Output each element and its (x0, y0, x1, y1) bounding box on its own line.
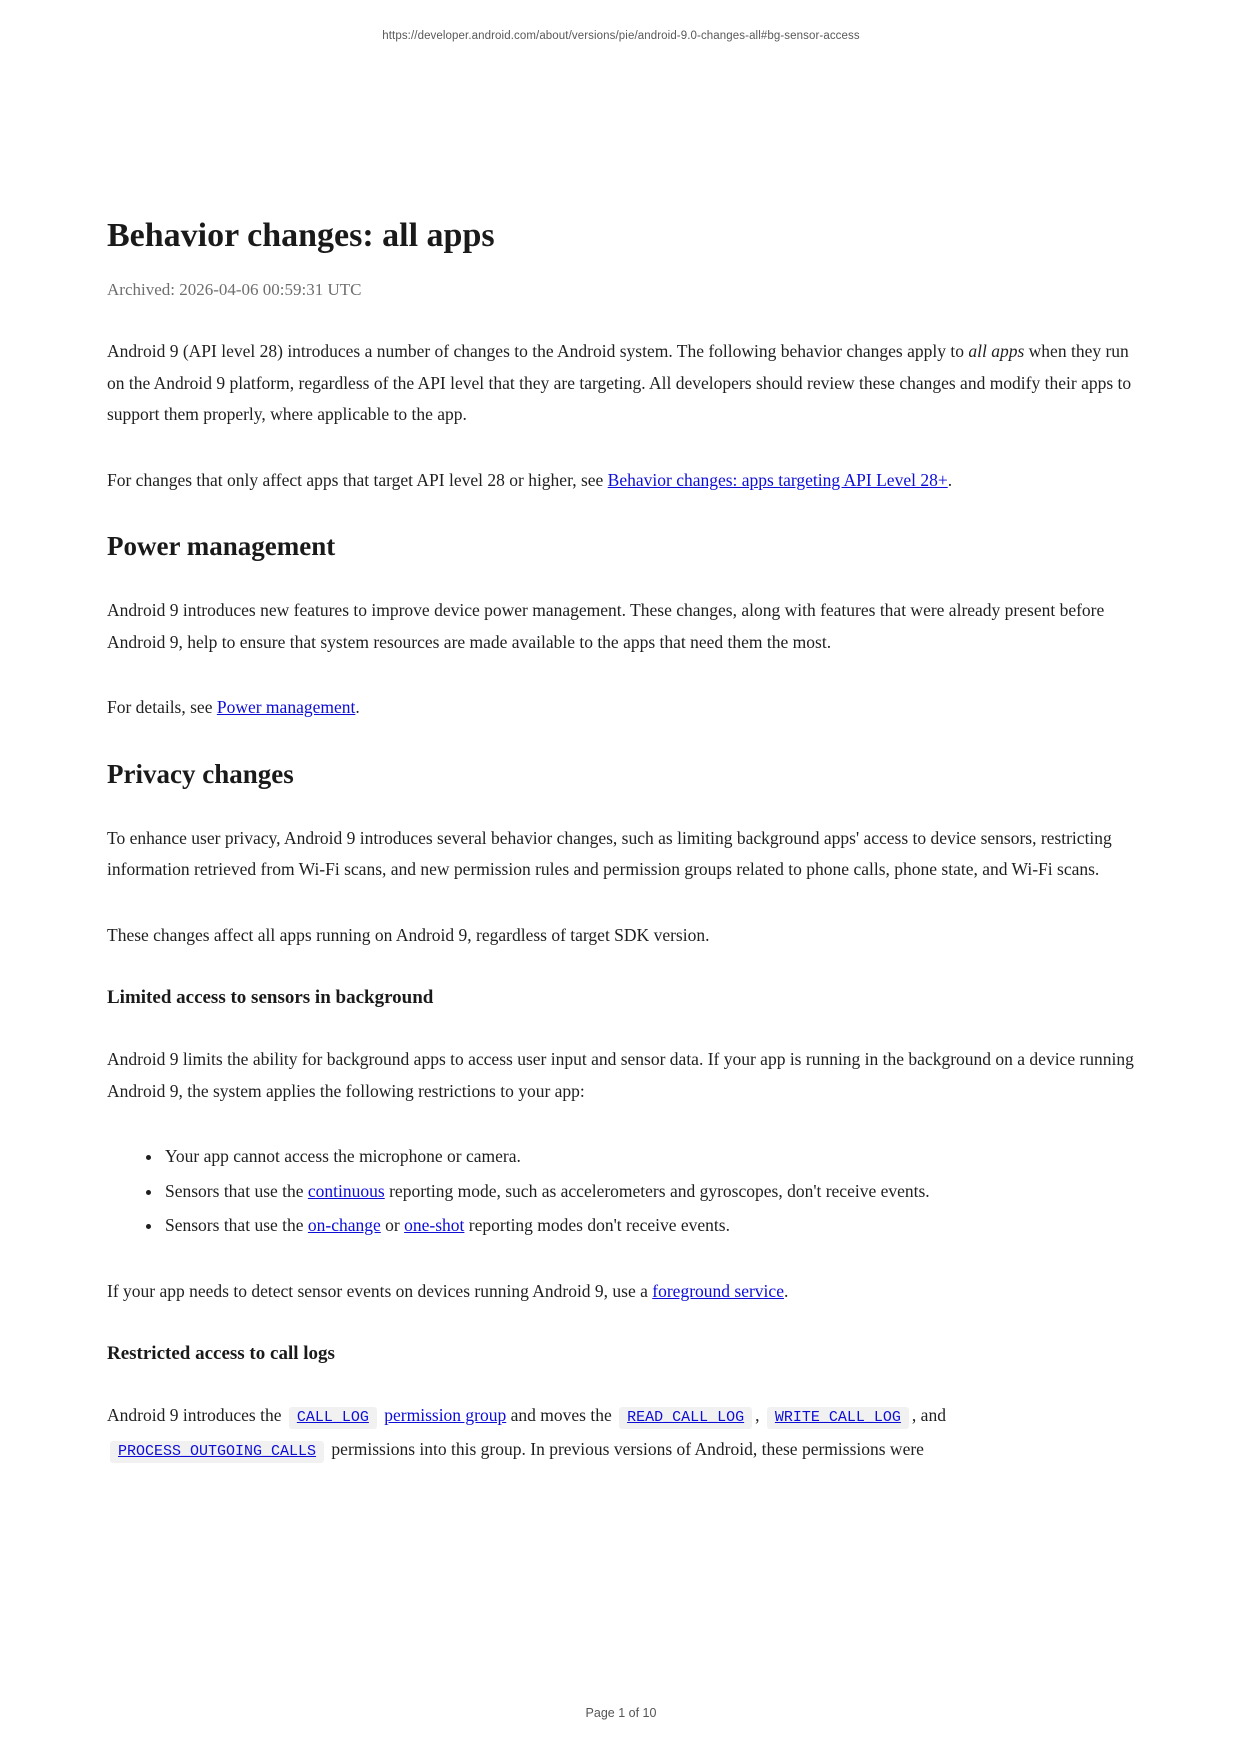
power-paragraph-2 (107, 692, 1135, 724)
text-segment: . (947, 469, 953, 490)
link-foreground-service[interactable]: foreground service (652, 1280, 784, 1301)
text-segment: , and (911, 1405, 946, 1425)
text-segment: reporting modes don't receive events. (464, 1215, 730, 1235)
privacy-paragraph-1: To enhance user privacy, Android 9 introduces several behavior changes, such as limiting background apps' access to device sensors, restricting information retrieved from Wi-Fi scans, and new permission rules and permission groups related to phone calls, phone state, and Wi-Fi scans. (107, 827, 1112, 879)
list-item (163, 1176, 1135, 1208)
text-segment: Sensors that use the (165, 1215, 308, 1235)
privacy-paragraph-2: These changes affect all apps running on Android 9, regardless of target SDK version. (107, 924, 710, 945)
subsection-heading-sensors-background: Limited access to sensors in background (107, 987, 434, 1008)
text-segment: , (755, 1405, 764, 1425)
section-heading-privacy-changes: Privacy changes (107, 758, 294, 789)
list-item (163, 1141, 1135, 1173)
link-process-outgoing-calls-permission[interactable]: PROCESS_OUTGOING_CALLS (110, 1441, 324, 1463)
text-segment: when they run on the Android 9 platform, regardless of the API level that they are targeting. All developers should review these changes and modify their apps to support them properly, where applicable to the app. (107, 341, 1132, 424)
sensor-restrictions-list (107, 1141, 1135, 1242)
text-segment: reporting mode, such as accelerometers and gyroscopes, don't receive events. (384, 1180, 930, 1201)
text-segment: For changes that only affect apps that target API level 28 or higher, see (107, 469, 608, 490)
list-item (163, 1210, 1135, 1242)
link-call-log-permission[interactable]: CALL_LOG (289, 1407, 377, 1429)
text-segment: and moves the (506, 1405, 617, 1425)
text-segment: Android 9 (API level 28) introduces a number of changes to the Android system. The following behavior changes apply to (107, 341, 969, 361)
text-segment: permissions into this group. In previous versions of Android, these permissions were (327, 1438, 924, 1459)
section-heading-power-management: Power management (107, 531, 336, 561)
article-content (107, 0, 1135, 1501)
sensors-paragraph-2 (107, 1276, 1135, 1308)
intro-paragraph-1 (107, 336, 1135, 431)
link-one-shot-reporting-mode[interactable]: one-shot (404, 1215, 465, 1235)
page-title: Behavior changes: all apps (107, 217, 495, 254)
text-segment: . (355, 697, 360, 717)
text-segment: . (783, 1280, 789, 1301)
text-segment: Your app cannot access the microphone or camera. (165, 1146, 521, 1166)
text-segment: If your app needs to detect sensor events on devices running Android 9, use a (107, 1280, 653, 1301)
text-segment: Android 9 introduces the (107, 1405, 286, 1425)
link-power-management[interactable]: Power management (216, 697, 356, 717)
power-paragraph-1: Android 9 introduces new features to improve device power management. These changes, along with features that were already present before Android 9, help to ensure that system resources are made available to the apps that need them the most. (107, 600, 1105, 652)
page-number: Page 1 of 10 (585, 1706, 657, 1720)
link-continuous-reporting-mode[interactable]: continuous (307, 1180, 385, 1201)
text-segment: Sensors that use the (165, 1180, 308, 1201)
subsection-heading-call-logs: Restricted access to call logs (107, 1343, 335, 1364)
link-write-call-log-permission[interactable]: WRITE_CALL_LOG (767, 1407, 909, 1429)
link-on-change-reporting-mode[interactable]: on-change (307, 1215, 381, 1235)
print-header-url: https://developer.android.com/about/versions/pie/android-9.0-changes-all#bg-sensor-access (382, 30, 860, 42)
sensors-paragraph-1: Android 9 limits the ability for background apps to access user input and sensor data. If your app is running in the background on a device running Android 9, the system applies the following restrictions to your app: (107, 1049, 1134, 1101)
link-read-call-log-permission[interactable]: READ_CALL_LOG (619, 1407, 752, 1429)
emphasized-text: all apps (968, 341, 1025, 361)
intro-paragraph-2 (107, 465, 1135, 497)
text-segment: For details, see (107, 697, 217, 717)
link-behavior-changes-api-28[interactable]: Behavior changes: apps targeting API Level 28+ (607, 469, 948, 490)
archived-timestamp: Archived: 2026-04-06 00:59:31 UTC (107, 280, 362, 299)
text-segment: or (380, 1215, 405, 1235)
link-permission-group[interactable]: permission group (384, 1405, 507, 1425)
call-logs-paragraph-1 (107, 1400, 1135, 1467)
